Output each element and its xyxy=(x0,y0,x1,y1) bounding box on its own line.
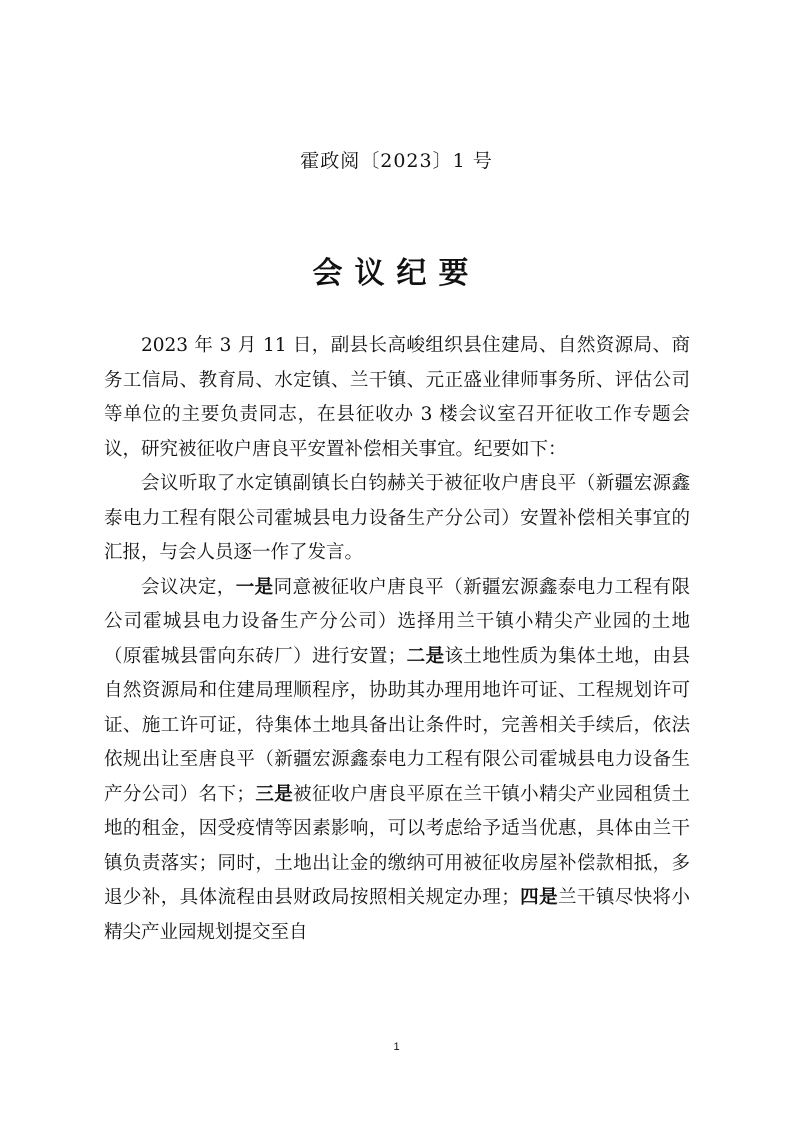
paragraph-text: 2023 年 3 月 11 日，副县长高峻组织县住建局、自然资源局、商务工信局、教育局、水定镇、兰干镇、元正盛业律师事务所、评估公司等单位的主要负责同志，在县征收办 3 楼会议室召开征收工作专题会议，研究被征收户唐良平安置补偿相关事宜。纪要如下： xyxy=(104,335,690,460)
paragraph xyxy=(104,571,690,951)
paragraph-text: 兰干镇尽快将小精尖产业园规划提交至自 xyxy=(104,887,690,943)
decision-item-label: 三是 xyxy=(254,783,294,805)
decision-item-label: 四是 xyxy=(519,887,558,908)
paragraph xyxy=(104,329,690,467)
decision-item-label: 一是 xyxy=(235,576,274,598)
document-number: 霍政阅〔2023〕1 号 xyxy=(300,150,493,172)
paragraph xyxy=(104,467,690,571)
paragraph-text: 会议听取了水定镇副镇长白钧赫关于被征收户唐良平（新疆宏源鑫泰电力工程有限公司霍城县电力设备生产分公司）安置补偿相关事宜的汇报，与会人员逐一作了发言。 xyxy=(104,473,690,563)
paragraph-text: 同意被征收户唐良平（新疆宏源鑫泰电力工程有限公司霍城县电力设备生产分公司）选择用兰干镇小精尖产业园的土地（原霍城县雷向东砖厂）进行安置； xyxy=(104,576,690,667)
document-title: 会议纪要 xyxy=(312,256,481,291)
page-number: 1 xyxy=(393,1041,400,1053)
paragraph-text: 会议决定， xyxy=(141,576,236,598)
document-body xyxy=(104,329,690,950)
decision-item-label: 二是 xyxy=(406,645,445,667)
paragraph-text: 该土地性质为集体土地，由县自然资源局和住建局理顺程序，协助其办理用地许可证、工程规划许可证、施工许可证，待集体土地具备出让条件时，完善相关手续后，依法依规出让至唐良平（新疆宏源鑫泰电力工程有限公司霍城县电力设备生产分公司）名下； xyxy=(104,645,690,805)
paragraph-text: 被征收户唐良平原在兰干镇小精尖产业园租赁土地的租金，因受疫情等因素影响，可以考虑给予适当优惠，具体由兰干镇负责落实；同时，土地出让金的缴纳可用被征收房屋补偿款相抵，多退少补，具体流程由县财政局按照相关规定办理； xyxy=(104,783,690,908)
